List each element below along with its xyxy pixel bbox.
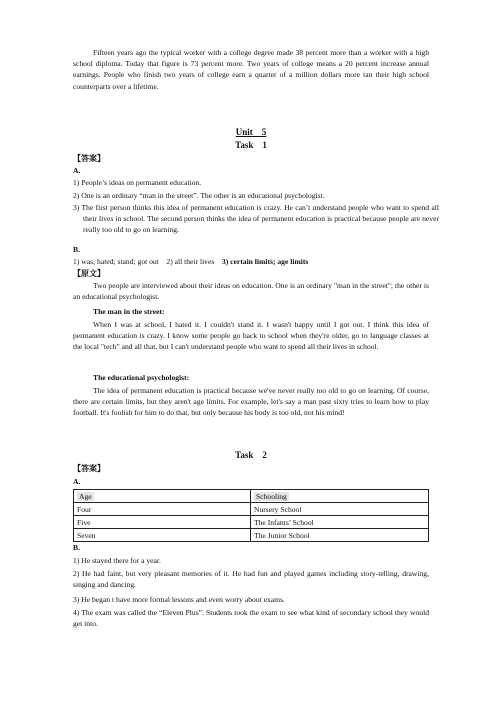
table-row: [74, 516, 429, 529]
schooling-table-wrap: [73, 489, 429, 542]
table-header-schooling: Schooling: [251, 490, 429, 503]
answer-a-item-1: 1) People’s ideas on permanent education.: [73, 178, 202, 187]
answer-b2-item-3: 3) He began t have more formal lessons and even worry about exams.: [73, 595, 285, 604]
section-a-label-1: A.: [73, 166, 81, 175]
answer-b2-item-2: 2) He had faint, but very pleasant memories of it. He had fun and played games including story-telling, drawing, singing and dancing.: [73, 569, 429, 590]
table-header-age: Age: [74, 490, 251, 503]
schooling-table: [73, 489, 429, 542]
answer-a-item-2: 2) One is an ordinary “man in the street”. The other is an educational psychologist.: [73, 191, 325, 200]
answer-a-item-3: 3) The first person thinks this idea of permanent education is crazy. He can’t understand people who want to spend all their lives in school. The second person thinks the idea of permanent education is practical because people are never really too old to go on learning.: [73, 203, 439, 235]
answer-b-bold: 3) certain limits; age limits: [221, 257, 309, 266]
answer-b-plain: 1) was; hated; stand; got out 2) all their lives: [73, 257, 222, 266]
table-cell-age: Seven: [74, 529, 251, 542]
answer-label-1: 【答案】: [73, 154, 105, 163]
section-b-label-2: B.: [73, 543, 80, 552]
table-cell-age: Four: [74, 503, 251, 516]
answer-b2-item-1: 1) He stayed there for a year.: [73, 556, 161, 565]
table-header-row: [74, 490, 429, 503]
answer-b2-item-4: 4) The exam was called the “Eleven Plus”. Students took the exam to see what kind of secondary school they would get into.: [73, 608, 429, 629]
section-a-label-2: A.: [73, 477, 81, 486]
answer-label-2: 【答案】: [73, 464, 105, 473]
table-row: [74, 503, 429, 516]
answer-b-line: [73, 256, 429, 267]
table-cell-schooling: Nursery School: [251, 503, 429, 516]
transcript-intro: Two people are interviewed about their ideas on education. One is an ordinary "man in the street"; the other is an educational psychologist.: [73, 281, 429, 302]
man-paragraph: When I was at school, I hated it. I couldn't stand it. I wasn't happy until I got out. I think this idea of permanent education is crazy. I know some people go back to school when they're older, go to language classes at the local "tech" and all that, but I can't understand people who want to spend all their lives in school.: [73, 320, 429, 352]
table-cell-schooling: The Junior School: [251, 529, 429, 542]
table-row: [74, 529, 429, 542]
unit-title: Unit 5: [235, 127, 267, 137]
transcript-label: 【原文】: [73, 269, 105, 278]
table-cell-age: Five: [74, 516, 251, 529]
task1-title: Task 1: [235, 140, 267, 150]
section-b-label-1: B.: [73, 245, 80, 254]
psychologist-paragraph: The idea of permanent education is practical because we've never really too old to go on learning. Of course, there are certain limits, but they aren't age limits. For example, let's say a man past sixty tries to learn how to play football. It's foolish for him to do that, but only because his body is too old, not his mind!: [73, 386, 429, 418]
task2-title: Task 2: [235, 450, 267, 460]
psychologist-heading: The educational psychologist:: [93, 373, 190, 382]
table-cell-schooling: The Infants’ School: [251, 516, 429, 529]
man-heading: The man in the street:: [93, 307, 165, 316]
intro-paragraph: Fifteen years ago the typical worker with a college degree made 38 percent more than a worker with a high school diploma. Today that figure is 73 percent more. Two years of college means a 20 percent increase annual earnings. People who finish two years of college earn a quarter of a million dollars more tan their high school counterparts over a lifetime.: [73, 48, 429, 91]
